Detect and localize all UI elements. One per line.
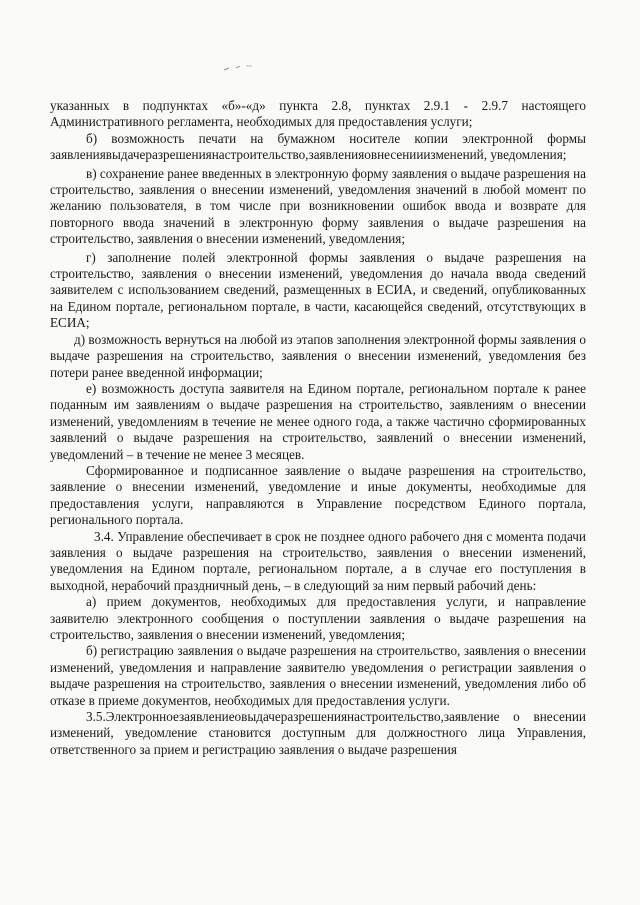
- paragraph-item-b-registration: б) регистрацию заявления о выдаче разрешения на строительство, заявления о внесении изменений, уведомления и направление заявителю уведомления о регистрации заявления о выдаче разрешения на строительство, заявления о внесении изменений, уведомления либо об отказе в приеме документов, необходимых для предоставления услуги.: [50, 643, 586, 708]
- paragraph-item-d: д) возможность вернуться на любой из этапов заполнения электронной формы заявления о выдаче разрешения на строительство, заявления о внесении изменений, уведомления без потери ранее введенной информации;: [50, 331, 586, 380]
- scan-specks: [222, 58, 262, 78]
- paragraph-item-a: а) прием документов, необходимых для предоставления услуги, и направление заявителю электронного сообщения о поступлении заявления о выдаче разрешения на строительство, заявления о внесении изменений, уведомления;: [50, 594, 586, 642]
- paragraph-continuation: указанных в подпунктах «б»-«д» пункта 2.8, пунктах 2.9.1 - 2.9.7 настоящего Административного регламента, необходимых для предоставления услуги;: [50, 98, 586, 130]
- paragraph-item-e: е) возможность доступа заявителя на Едином портале, региональном портале к ранее поданным им заявлениям о выдаче разрешения на строительство, заявлениям о внесении изменений, уведомлениям в течение не менее одного года, а также частично сформированных заявлений о выдаче разрешения на строительство, заявлений о внесении изменений, уведомлений – в течение не менее 3 месяцев.: [50, 380, 586, 462]
- paragraph-3-5: 3.5.Электронноезаявлениеовыдачеразрешениянастроительство,заявление о внесении изменений, уведомление становится доступным для должностного лица Управления, ответственного за прием и регистрацию заявления о выдаче разрешения: [50, 709, 586, 757]
- paragraph-submission: Сформированное и подписанное заявление о выдаче разрешения на строительство, заявление о внесении изменений, уведомление и иные документы, необходимые для предоставления услуги, направляются в Управление посредством Единого портала, регионального портала.: [50, 462, 586, 528]
- paragraph-item-b: б) возможность печати на бумажном носителе копии электронной формы заявлениявыдачеразрешениянастроительство,заявленияовнесенииизменений, уведомления;: [50, 130, 586, 163]
- paragraph-item-g: г) заполнение полей электронной формы заявления о выдаче разрешения на строительство, заявления о внесении изменений, уведомления до начала ввода сведений заявителем с использованием сведений, размещенных в ЕСИА, и сведений, опубликованных на Едином портале, региональном портале, в части, касающейся сведений, отсутствующих в ЕСИА;: [50, 249, 586, 331]
- paragraph-item-v: в) сохранение ранее введенных в электронную форму заявления о выдаче разрешения на строительство, заявления о внесении изменений, уведомления значений в любой момент по желанию пользователя, в том числе при возникновении ошибок ввода и возврате для повторного ввода значений в электронную форму заявления о выдаче разрешения на строительство, заявления о внесении изменений, уведомления;: [50, 165, 586, 247]
- paragraph-3-4: 3.4. Управление обеспечивает в срок не позднее одного рабочего дня с момента подачи заявления о выдаче разрешения на строительство, заявления о внесении изменений, уведомления на Едином портале, региональном портале, а в случае его поступления в выходной, нерабочий праздничный день, – в следующий за ним первый рабочий день:: [50, 528, 586, 593]
- document-body: [50, 98, 586, 758]
